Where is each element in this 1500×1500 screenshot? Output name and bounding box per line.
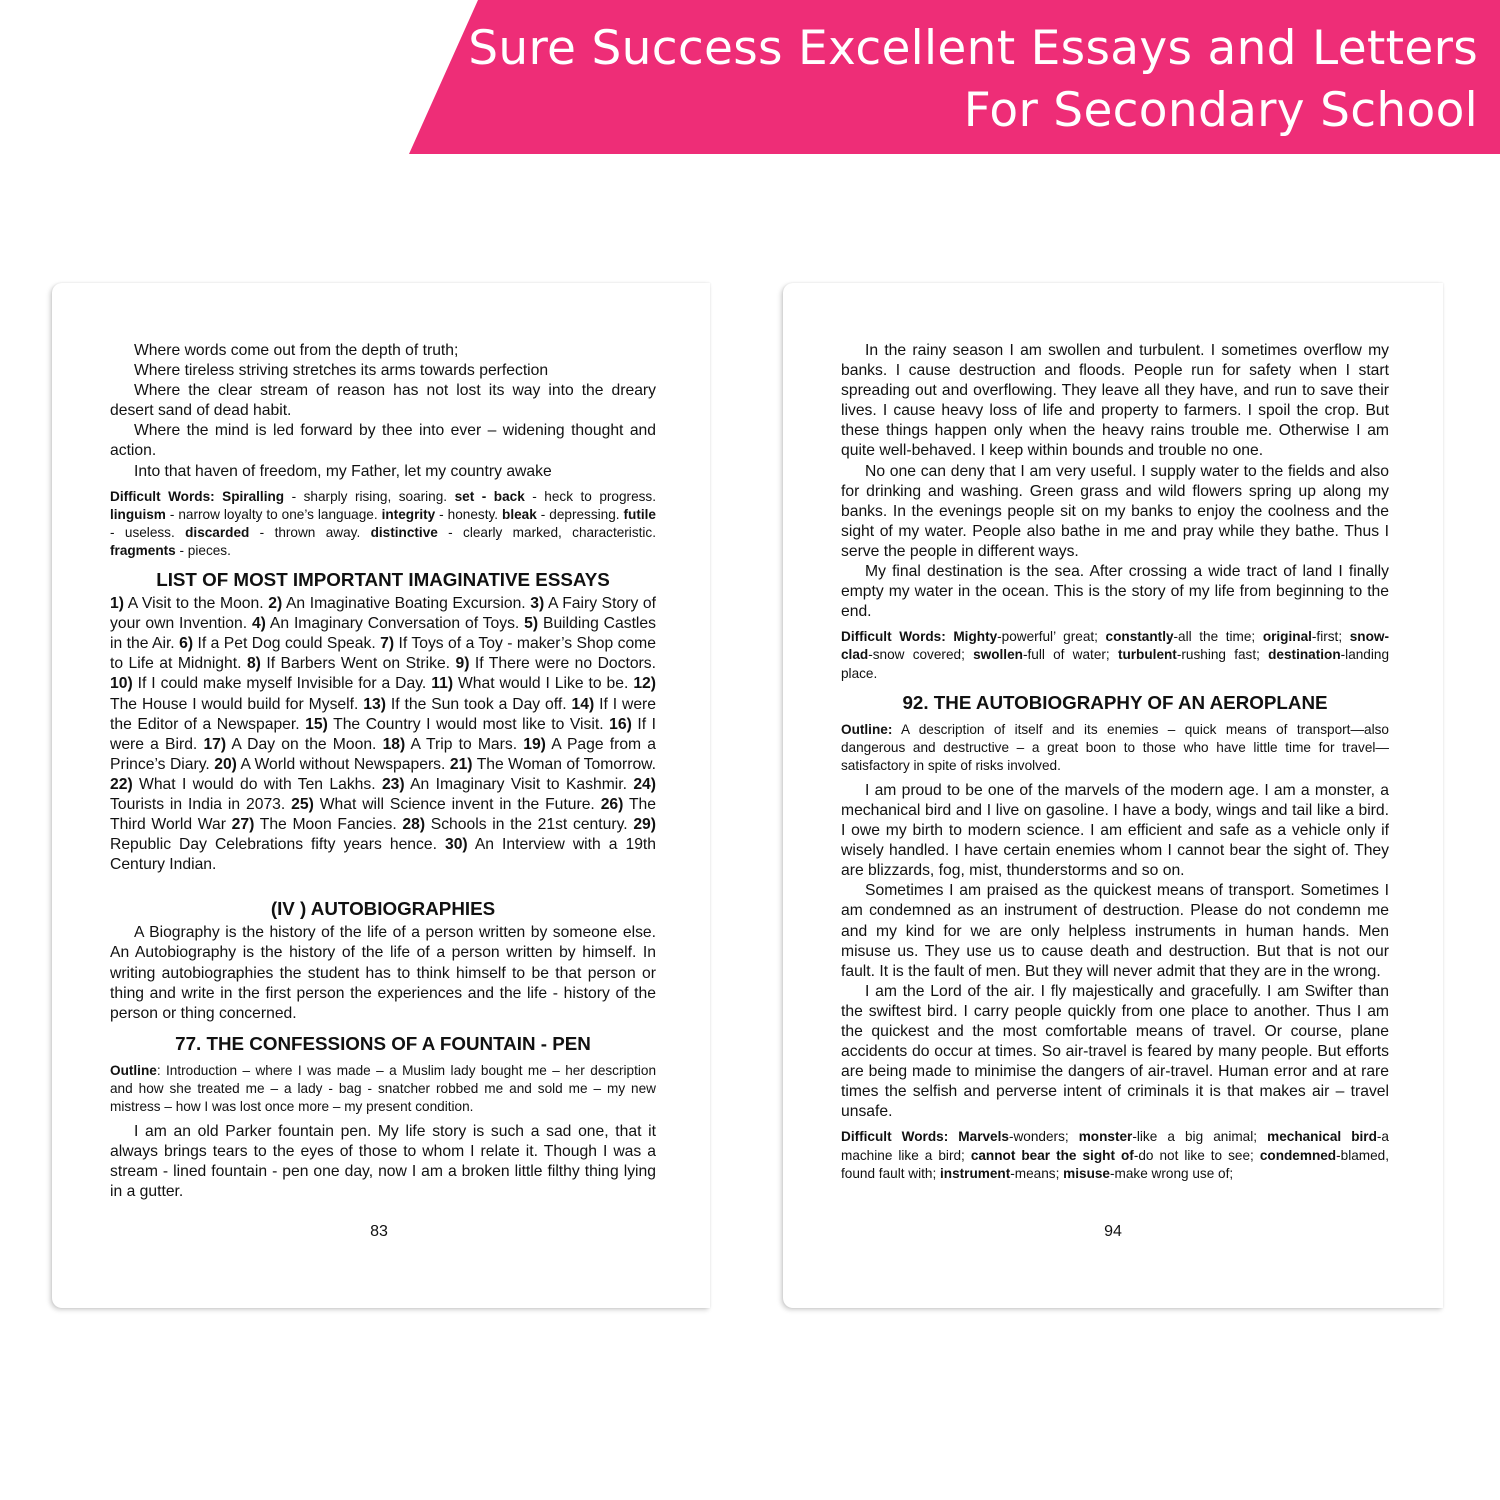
poem-line: Where the clear stream of reason has not lost its way into the dreary desert sand of dead habit.	[110, 382, 656, 420]
essay-title: If I were a Bird.	[110, 715, 656, 753]
essay-title: The House I would build for Myself.	[110, 695, 364, 713]
word-meaning: -make wrong use of;	[1110, 1165, 1234, 1181]
essay-number: 5)	[524, 615, 539, 633]
word-term: bleak	[502, 506, 537, 522]
essay-number: 19)	[523, 735, 546, 753]
essay-heading: 92. THE AUTOBIOGRAPHY OF AN AEROPLANE	[902, 691, 1328, 713]
word-term: condemned	[1259, 1147, 1337, 1163]
essay-title: An Imaginary Conversation of Toys.	[265, 615, 525, 633]
word-term: constantly	[1105, 629, 1174, 645]
essay-number: 8)	[246, 655, 261, 673]
essay-title: A Fairy Story of your own Invention.	[110, 595, 656, 633]
paragraph: Sometimes I am praised as the quickest means of transport. Sometimes I am condemned as an instrument of destruction. Please do not condemn me and my kind for we are only helpless instruments in human hands. Men misuse us. They use us to cause death and destruction. But that is not our fault. It is the fault of men. But they will never admit that they are in the wrong.	[841, 882, 1389, 980]
essay-title: If I were the Editor of a Newspaper.	[110, 695, 657, 733]
essay-number: 18)	[382, 735, 406, 753]
essay-number: 10)	[110, 675, 133, 693]
essay-number: 30)	[444, 836, 468, 854]
word-term: instrument	[940, 1165, 1011, 1181]
word-meaning: -snow covered;	[868, 647, 974, 663]
left-page	[52, 283, 710, 1308]
word-meaning: - clearly marked, characteristic.	[437, 524, 656, 540]
essay-number: 3)	[530, 595, 545, 613]
word-meaning: -full of water;	[1022, 647, 1118, 663]
essay-title: An Imaginary Visit to Kashmir.	[404, 775, 634, 793]
poem-line: Where the mind is led forward by thee into ever – widening thought and action.	[110, 422, 656, 460]
word-meaning: -a machine like a bird;	[841, 1129, 1389, 1163]
word-term: integrity	[381, 506, 436, 522]
difficult-words-right-2	[841, 1128, 1389, 1182]
word-term: mechanical bird	[1267, 1129, 1377, 1145]
essay-number: 27)	[231, 816, 255, 834]
essay-title: If a Pet Dog could Speak.	[193, 635, 381, 653]
essay-number: 22)	[110, 775, 133, 793]
essay-outline	[110, 1062, 656, 1116]
poem-line: Where words come out from the depth of truth;	[134, 342, 459, 359]
word-term: Difficult Words: Spiralling	[110, 488, 285, 504]
essay-number: 9)	[455, 655, 470, 673]
word-term: Difficult Words: Marvels	[841, 1129, 1009, 1145]
essay-number: 12)	[633, 675, 656, 693]
word-term: fragments	[110, 542, 176, 558]
essay-title: Schools in the 21st century.	[425, 816, 634, 834]
essay-outline	[841, 721, 1389, 775]
word-term: futile	[623, 506, 656, 522]
essay-number: 29)	[633, 816, 656, 834]
essay-number: 24)	[633, 775, 657, 793]
essay-number: 26)	[600, 795, 624, 813]
word-meaning: -landing place.	[841, 647, 1390, 681]
essay-title: An Imaginative Boating Excursion.	[282, 595, 531, 613]
essay-number: 11)	[431, 675, 454, 693]
poem-line: Where tireless striving stretches its arms towards perfection	[134, 362, 549, 380]
essay-number: 25)	[291, 795, 314, 813]
title-banner	[0, 0, 1500, 154]
essay-number: 16)	[609, 715, 632, 733]
word-meaning: -first;	[1311, 629, 1350, 645]
word-term: linguism	[110, 506, 166, 522]
essay-title: A World without Newspapers.	[236, 755, 450, 773]
word-meaning: -like a big animal;	[1132, 1129, 1268, 1145]
essay-title: Building Castles in the Air.	[110, 615, 656, 653]
left-page-content	[110, 341, 656, 1202]
right-page	[783, 283, 1443, 1308]
essay-title: The Woman of Tomorrow.	[472, 755, 657, 773]
word-meaning: - thrown away.	[249, 524, 371, 540]
word-meaning: - useless.	[110, 524, 186, 540]
word-meaning: -wonders;	[1008, 1129, 1079, 1145]
right-page-content	[841, 341, 1389, 1183]
word-meaning: -rushing fast;	[1176, 647, 1269, 663]
banner-title-line-2: For Secondary School	[963, 83, 1478, 138]
essay-number: 4)	[251, 615, 266, 633]
word-term: set - back	[454, 488, 525, 504]
essay-list	[110, 594, 656, 875]
essay-title: A Page from a Prince’s Diary.	[110, 735, 656, 773]
essay-title: An Interview with a 19th Century Indian.	[110, 836, 657, 874]
essay-title: If Toys of a Toy - maker’s Shop come to Life at Midnight.	[110, 635, 656, 673]
word-meaning: - pieces.	[175, 542, 231, 558]
word-meaning: - sharply rising, soaring.	[284, 488, 455, 504]
page-number: 83	[370, 1223, 388, 1240]
essay-title: Tourists in India in 2073.	[110, 795, 292, 813]
essay-title: A Trip to Mars.	[405, 735, 524, 753]
essay-title: A Visit to the Moon.	[123, 595, 269, 613]
essay-title: What I would do with Ten Lakhs.	[132, 775, 382, 793]
outline-label: Outline	[110, 1062, 157, 1078]
essay-number: 7)	[380, 635, 395, 653]
word-meaning: -all the time;	[1173, 629, 1263, 645]
outline-text: : Introduction – where I was made – a Muslim lady bought me – her description and how she treated me – a lady - bag - snatcher robbed me and sold me – my new mistress – how I was lost once more – my present condition.	[110, 1062, 656, 1114]
word-term: distinctive	[370, 524, 438, 540]
essay-title: Republic Day Celebrations fifty years hence.	[110, 836, 445, 854]
essay-number: 14)	[571, 695, 595, 713]
essay-number: 17)	[203, 735, 227, 753]
outline-label: Outline:	[841, 721, 893, 737]
essay-title: A Day on the Moon.	[226, 735, 383, 753]
essay-number: 6)	[179, 635, 194, 653]
essay-title: The Moon Fancies.	[254, 816, 403, 834]
word-meaning: - honesty.	[435, 506, 503, 522]
word-term: original	[1262, 629, 1312, 645]
essay-title: If There were no Doctors.	[469, 655, 656, 673]
essay-heading: 77. THE CONFESSIONS OF A FOUNTAIN - PEN	[175, 1032, 591, 1054]
paragraph: My final destination is the sea. After crossing a wide tract of land I finally empty my water in the ocean. This is the story of my life from beginning to the end.	[841, 563, 1389, 621]
paragraph: I am the Lord of the air. I fly majestically and gracefully. I am Swifter than the swiftest bird. I carry people quickly from one place to another. Thus I am the quickest and the most comfortable means of travel. Or course, plane accidents do occur at times. So air-travel is feared by many people. But efforts are being made to minimise the dangers of air-travel. Human error and at rare times the selfish and perverse intent of criminals it is that makes air – travel unsafe.	[841, 982, 1389, 1121]
word-term: swollen	[973, 647, 1023, 663]
word-term: monster	[1078, 1129, 1133, 1145]
word-meaning: -blamed, found fault with;	[841, 1147, 1390, 1181]
poem-line: Into that haven of freedom, my Father, let my country awake	[134, 462, 552, 480]
essay-title: The Third World War	[110, 795, 657, 834]
essay-paragraph: I am an old Parker fountain pen. My life story is such a sad one, that it always brings tears to the eyes of those to whom I relate it. Though I was a stream - lined fountain - pen one day, now I am a broken little filthy thing lying in a gutter.	[110, 1123, 656, 1201]
word-meaning: - narrow loyalty to one’s language.	[165, 506, 382, 522]
banner-title-line-1: Sure Success Excellent Essays and Letters	[468, 21, 1478, 76]
word-term: destination	[1268, 647, 1341, 663]
word-term: Difficult Words: Mighty	[841, 629, 998, 645]
word-meaning: - depressing.	[536, 506, 624, 522]
paragraph: In the rainy season I am swollen and turbulent. I sometimes overflow my banks. I cause destruction and floods. People run for safety when I start spreading out and overflowing. They leave all they have, and run to save their lives. I cause heavy loss of life and property to farmers. I spoil the crop. But these things happen only when the heavy rains trouble me. Otherwise I am quite well-behaved. I keep within bounds and trouble no one.	[841, 342, 1389, 460]
word-term: cannot bear the sight of	[970, 1147, 1134, 1163]
essay-number: 23)	[381, 775, 405, 793]
word-term: misuse	[1063, 1165, 1110, 1181]
word-meaning: - heck to progress.	[524, 488, 657, 504]
essay-number: 13)	[363, 695, 386, 713]
essay-title: The Country I would most like to Visit.	[327, 715, 610, 733]
essay-title: If Barbers Went on Strike.	[260, 655, 456, 673]
difficult-words-right-1	[841, 628, 1389, 682]
paragraph: I am proud to be one of the marvels of the modern age. I am a monster, a mechanical bird and I live on gasoline. I have a body, wings and tail like a bird. I owe my birth to modern science. I am efficient and safe as a vehicle only if wisely handled. I have certain enemies whom I cannot bear the sight of. They are blizzards, fog, mist, thunderstorms and so on.	[841, 781, 1389, 880]
word-term: turbulent	[1117, 647, 1177, 663]
section-paragraph: A Biography is the history of the life of a person written by someone else. An Autobiography is the history of the life of a person written by himself. In writing autobiographies the student has to think himself to be that person or thing and write in the first person the experiences and the life - history of the person or thing concerned.	[110, 924, 656, 1022]
paragraph: No one can deny that I am very useful. I supply water to the fields and also for drinking and washing. Green grass and wild flowers spring up along my banks. In the evenings people sit on my banks to enjoy the coolness and the sight of my water. People also bathe in me and pray while they bathe. Thus I serve the people in different ways.	[841, 462, 1389, 560]
essay-number: 28)	[402, 816, 426, 834]
word-meaning: -do not like to see;	[1133, 1147, 1260, 1163]
essay-number: 2)	[268, 595, 283, 613]
essay-number: 15)	[305, 715, 328, 733]
section-heading: (IV ) AUTOBIOGRAPHIES	[270, 898, 496, 920]
essay-number: 1)	[110, 595, 124, 613]
banner-title	[468, 18, 1478, 142]
word-term: discarded	[185, 524, 250, 540]
essay-title: If I could make myself Invisible for a Day.	[132, 675, 432, 693]
word-meaning: -powerful’ great;	[997, 629, 1106, 645]
page-number: 94	[1104, 1223, 1122, 1240]
difficult-words-left	[110, 488, 656, 560]
essay-number: 20)	[214, 755, 237, 773]
essay-list-heading: LIST OF MOST IMPORTANT IMAGINATIVE ESSAYS	[156, 569, 610, 591]
essay-title: What would I Like to be.	[453, 675, 634, 693]
word-meaning: -means;	[1010, 1165, 1064, 1181]
outline-text: A description of itself and its enemies – quick means of transport—also dangerous and destructive – a great boon to those who have little time for travel—satisfactory in spite of risks involved.	[841, 721, 1389, 773]
essay-title: What will Science invent in the Future.	[313, 795, 601, 813]
essay-title: If the Sun took a Day off.	[385, 695, 572, 713]
word-term: snow-clad	[841, 629, 1389, 663]
essay-number: 21)	[449, 755, 473, 773]
